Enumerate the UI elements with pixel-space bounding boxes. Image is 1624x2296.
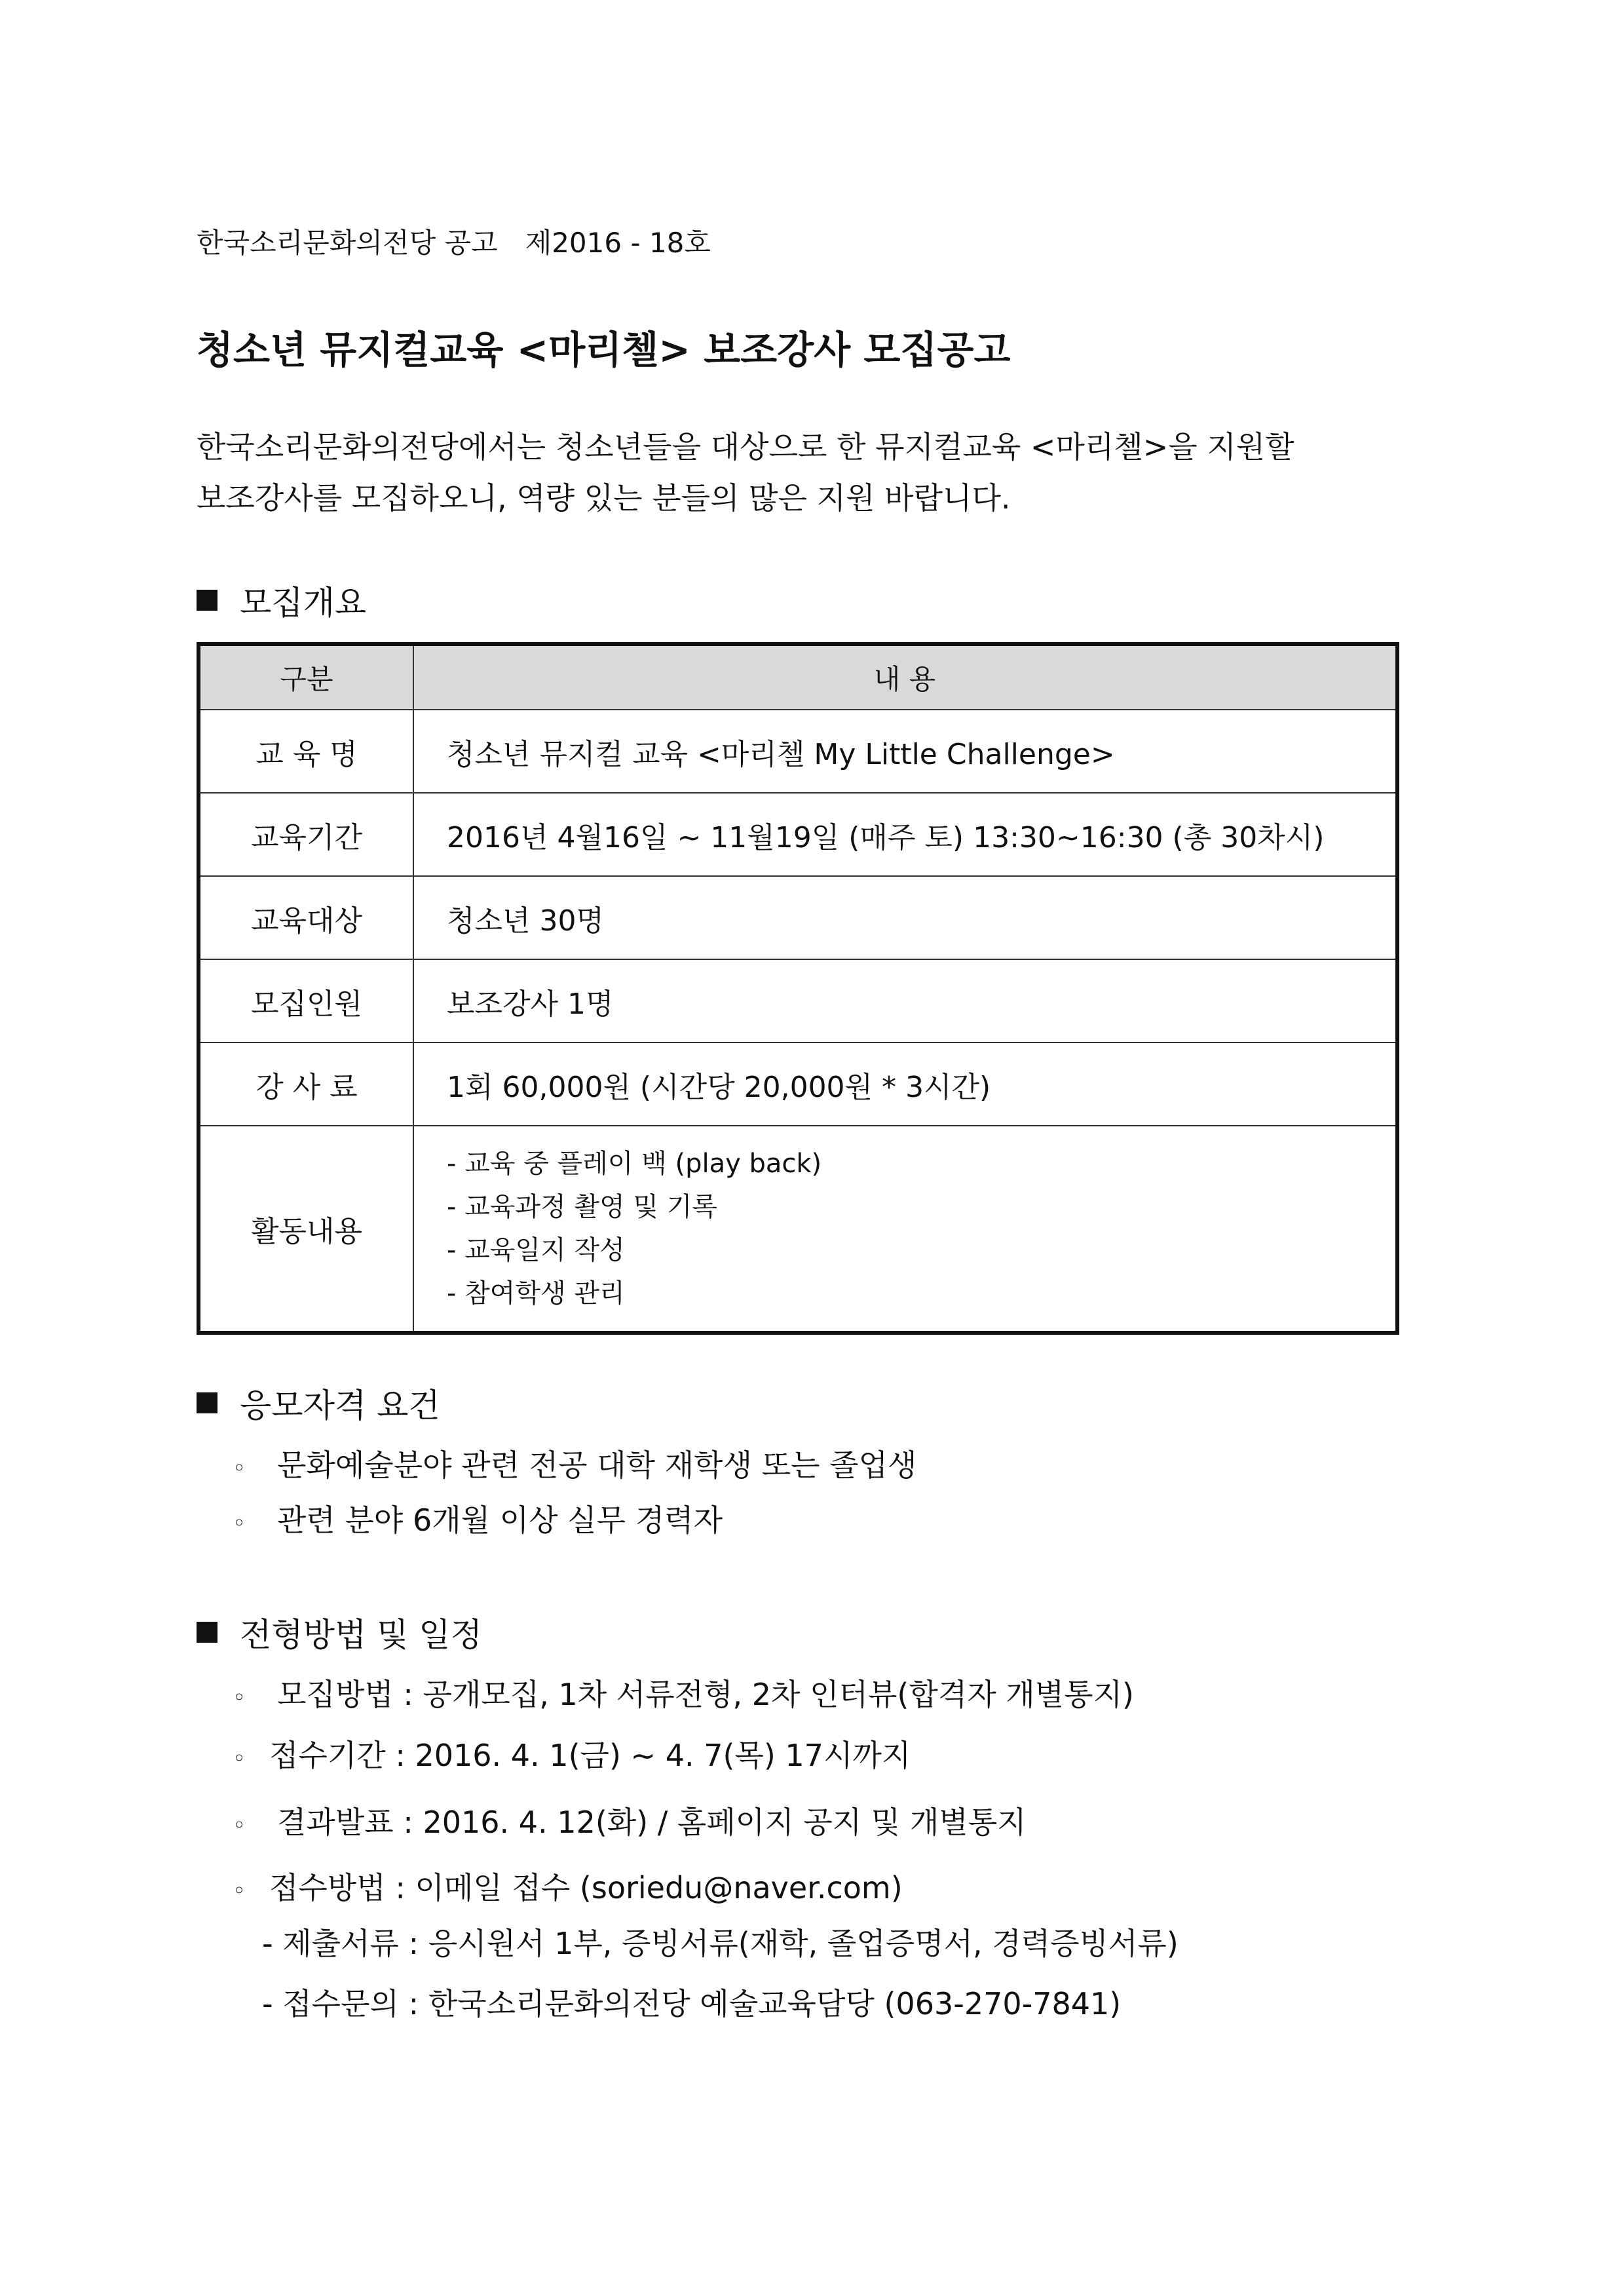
list-item xyxy=(233,1864,903,1907)
notice-number: 한국소리문화의전당 공고 제2016 - 18호 xyxy=(197,227,711,259)
square-bullet-icon xyxy=(197,1622,217,1643)
activities-list xyxy=(413,1126,1397,1333)
list-item-text: 관련 분야 6개월 이상 실무 경력자 xyxy=(277,1502,723,1538)
row-label: 교육기간 xyxy=(198,793,413,876)
table-row xyxy=(198,876,1397,959)
section-heading-overview xyxy=(197,577,366,624)
activity-item: - 참여학생 관리 xyxy=(447,1278,625,1309)
square-bullet-icon xyxy=(197,590,217,611)
row-label: 교 육 명 xyxy=(198,710,413,793)
circle-bullet-icon: ◦ xyxy=(233,1685,246,1711)
circle-bullet-icon: ◦ xyxy=(233,1746,246,1772)
row-value: 1회 60,000원 (시간당 20,000원 * 3시간) xyxy=(413,1043,1397,1126)
list-item-text: 문화예술분야 관련 전공 대학 재학생 또는 졸업생 xyxy=(277,1447,917,1483)
list-item-text: 결과발표 : 2016. 4. 12(화) / 홈페이지 공지 및 개별통지 xyxy=(277,1805,1027,1840)
list-item-text: 모집방법 : 공개모집, 1차 서류전형, 2차 인터뷰(합격자 개별통지) xyxy=(277,1677,1134,1712)
circle-bullet-icon: ◦ xyxy=(233,1878,246,1904)
section-heading-label: 응모자격 요건 xyxy=(240,1387,440,1425)
list-item-text: 접수기간 : 2016. 4. 1(금) ~ 4. 7(목) 17시까지 xyxy=(269,1738,911,1773)
row-label: 교육대상 xyxy=(198,876,413,959)
row-label: 모집인원 xyxy=(198,959,413,1043)
circle-bullet-icon: ◦ xyxy=(233,1812,246,1839)
sub-item: - 접수문의 : 한국소리문화의전당 예술교육담당 (063-270-7841) xyxy=(262,1986,1122,2021)
list-item xyxy=(233,1497,723,1540)
row-value: 청소년 뮤지컬 교육 <마리첼 My Little Challenge> xyxy=(413,710,1397,793)
row-value: 보조강사 1명 xyxy=(413,959,1397,1043)
list-item-text: 접수방법 : 이메일 접수 (soriedu@naver.com) xyxy=(269,1870,903,1905)
list-item xyxy=(233,1442,916,1485)
section-heading-label: 모집개요 xyxy=(240,584,367,622)
square-bullet-icon xyxy=(197,1392,217,1413)
intro-line: 한국소리문화의전당에서는 청소년들을 대상으로 한 뮤지컬교육 <마리첼>을 지원할 xyxy=(197,429,1294,465)
document-title: 청소년 뮤지컬교육 <마리첼> 보조강사 모집공고 xyxy=(197,328,1011,372)
sub-item: - 제출서류 : 응시원서 1부, 증빙서류(재학, 졸업증명서, 경력증빙서류) xyxy=(262,1926,1179,1961)
table-header-cell: 구분 xyxy=(198,644,413,710)
table-row xyxy=(198,1043,1397,1126)
section-heading-eligibility xyxy=(197,1379,440,1426)
table-row xyxy=(198,959,1397,1043)
row-label: 활동내용 xyxy=(198,1126,413,1333)
row-label: 강 사 료 xyxy=(198,1043,413,1126)
circle-bullet-icon: ◦ xyxy=(233,1455,246,1482)
activity-item: - 교육과정 촬영 및 기록 xyxy=(447,1192,718,1222)
table-header-cell: 내 용 xyxy=(413,644,1397,710)
table-row xyxy=(198,793,1397,876)
table-row-activities xyxy=(198,1126,1397,1333)
circle-bullet-icon: ◦ xyxy=(233,1510,246,1537)
section-heading-process xyxy=(197,1609,482,1656)
intro-line: 보조강사를 모집하오니, 역량 있는 분들의 많은 지원 바랍니다. xyxy=(197,480,1011,516)
activity-item: - 교육일지 작성 xyxy=(447,1235,625,1265)
overview-table xyxy=(197,642,1399,1335)
list-item xyxy=(233,1671,1134,1714)
list-item xyxy=(233,1732,911,1775)
row-value: 청소년 30명 xyxy=(413,876,1397,959)
activity-item: - 교육 중 플레이 백 (play back) xyxy=(447,1149,822,1179)
table-header-row xyxy=(198,644,1397,710)
table-row xyxy=(198,710,1397,793)
list-item xyxy=(233,1799,1027,1842)
intro-paragraph xyxy=(197,421,1441,524)
section-heading-label: 전형방법 및 일정 xyxy=(240,1616,482,1654)
row-value: 2016년 4월16일 ~ 11월19일 (매주 토) 13:30~16:30 (총 30차시) xyxy=(413,793,1397,876)
